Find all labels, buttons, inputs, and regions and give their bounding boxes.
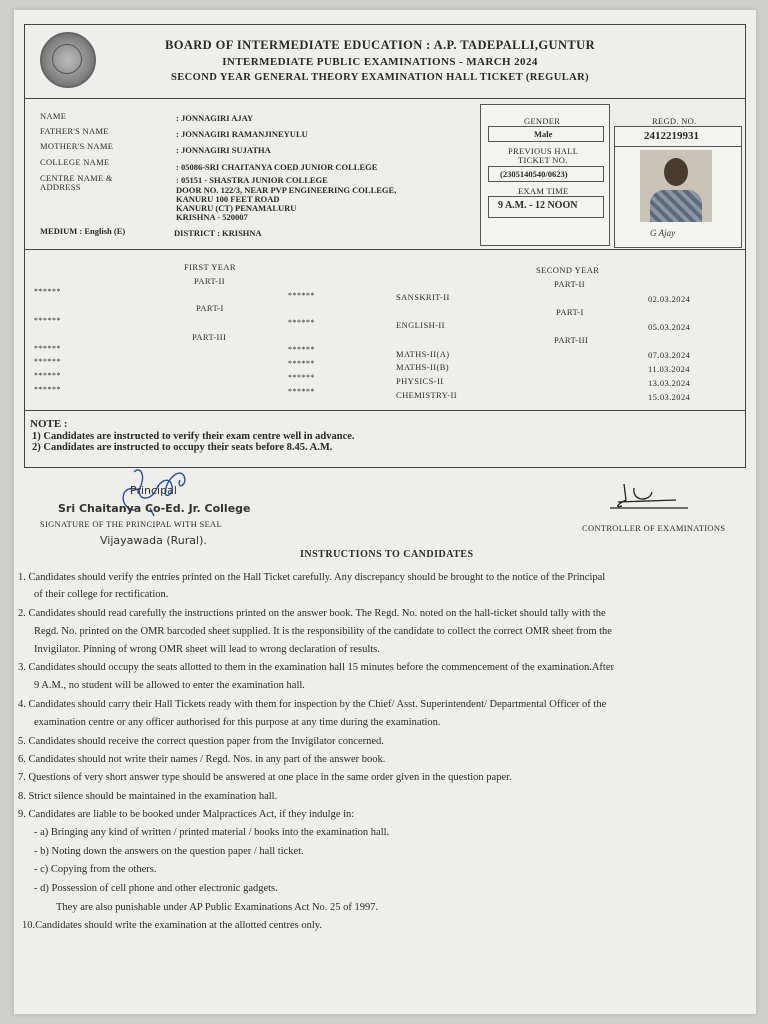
college-name: : 05086-SRI CHAITANYA COED JUNIOR COLLEGE	[176, 162, 378, 172]
second-year-label: SECOND YEAR	[536, 265, 600, 275]
prev-ticket-label-1: PREVIOUS HALL	[508, 146, 579, 156]
masked-marks: ******	[288, 291, 315, 300]
exam-date: 07.03.2024	[648, 350, 691, 360]
district: DISTRICT : KRISHNA	[174, 228, 262, 238]
board-title: BOARD OF INTERMEDIATE EDUCATION : A.P. TADEPALLI,GUNTUR	[164, 38, 596, 52]
masked-marks: ******	[288, 345, 315, 354]
subject-name: SANSKRIT-II	[396, 292, 450, 302]
exam-title: INTERMEDIATE PUBLIC EXAMINATIONS - MARCH 2024	[222, 56, 538, 68]
subject-name: MATHS-II(A)	[396, 349, 450, 359]
masked-marks: ******	[34, 287, 61, 296]
prev-ticket-label-2: TICKET NO.	[518, 155, 568, 165]
instruction-line: 9 A.M., no student will be allowed to enter the examination hall.	[34, 680, 305, 691]
centre-address-3: KANURU (CT) PENAMALURU	[176, 203, 297, 213]
instruction-line: 1. Candidates should verify the entries printed on the Hall Ticket carefully. Any discrepancy should be brought to the notice of the Principal	[18, 572, 606, 583]
principal-stamp-title: Principal	[130, 484, 177, 497]
mother-label: MOTHER'S NAME	[40, 141, 114, 151]
mother-name: : JONNAGIRI SUJATHA	[176, 145, 271, 155]
instruction-line: examination centre or any officer authorised for this purpose at any time during the examination.	[34, 717, 441, 728]
gender-value: Male	[534, 129, 553, 139]
second-year-part3: PART-III	[554, 335, 589, 345]
first-year-label: FIRST YEAR	[184, 262, 236, 272]
principal-stamp-college: Sri Chaitanya Co-Ed. Jr. College	[58, 502, 251, 515]
note-line-1: 1) Candidates are instructed to verify their exam centre well in advance.	[32, 431, 355, 442]
centre-address-1: DOOR NO. 122/3, NEAR PVP ENGINEERING COLLEGE,	[176, 185, 397, 195]
subject-name: ENGLISH-II	[396, 320, 445, 330]
prev-ticket-value: (2305140540/0623)	[500, 169, 568, 179]
masked-marks: ******	[34, 385, 61, 394]
instruction-line: 2. Candidates should read carefully the instructions printed on the answer book. The Regd. No. noted on the hall-ticket should tally with the	[18, 608, 606, 619]
first-year-part3: PART-III	[192, 332, 227, 342]
exam-time-label: EXAM TIME	[518, 186, 569, 196]
exam-date: 15.03.2024	[648, 392, 691, 402]
college-label: COLLEGE NAME	[40, 157, 110, 167]
note-title: NOTE :	[30, 418, 68, 430]
instructions-title: INSTRUCTIONS TO CANDIDATES	[300, 549, 474, 560]
instruction-line: 10.Candidates should write the examination at the allotted centres only.	[22, 920, 322, 931]
candidate-name: : JONNAGIRI AJAY	[176, 113, 254, 123]
ticket-title: SECOND YEAR GENERAL THEORY EXAMINATION HALL TICKET (REGULAR)	[171, 72, 589, 83]
regd-value: 2412219931	[644, 130, 699, 142]
masked-marks: ******	[34, 357, 61, 366]
instruction-line: of their college for rectification.	[34, 589, 169, 600]
instruction-line: - d) Possession of cell phone and other electronic gadgets.	[34, 883, 278, 894]
instruction-line: - c) Copying from the others.	[34, 864, 157, 875]
address-label: ADDRESS	[40, 182, 81, 192]
instruction-line: Regd. No. printed on the OMR barcoded sheet supplied. It is the responsibility of the candidate to collect the correct OMR sheet from the	[34, 626, 612, 637]
instruction-line: 7. Questions of very short answer type should be answered at one place in the same order given in the question paper.	[18, 772, 512, 783]
exam-date: 13.03.2024	[648, 378, 691, 388]
subject-name: CHEMISTRY-II	[396, 390, 457, 400]
centre-address-2: KANURU 100 FEET ROAD	[176, 194, 280, 204]
instruction-line: - a) Bringing any kind of written / printed material / books into the examination hall.	[34, 827, 390, 838]
medium: MEDIUM : English (E)	[40, 226, 126, 236]
exam-date: 02.03.2024	[648, 294, 691, 304]
exam-date: 05.03.2024	[648, 322, 691, 332]
controller-label: CONTROLLER OF EXAMINATIONS	[582, 523, 726, 533]
father-label: FATHER'S NAME	[40, 126, 109, 136]
instruction-line: They are also punishable under AP Public Examinations Act No. 25 of 1997.	[56, 902, 379, 913]
candidate-photo	[640, 150, 712, 222]
instruction-line: 4. Candidates should carry their Hall Tickets ready with them for inspection by the Chief/ Asst. Superintendent/ Departmental Officer of the	[18, 699, 607, 710]
first-year-part1: PART-I	[196, 303, 224, 313]
exam-time-value: 9 A.M. - 12 NOON	[498, 200, 578, 211]
second-year-part1: PART-I	[556, 307, 584, 317]
subjects-frame	[24, 248, 746, 411]
masked-marks: ******	[34, 344, 61, 353]
masked-marks: ******	[34, 316, 61, 325]
instruction-line: Invigilator. Pinning of wrong OMR sheet will lead to wrong declaration of results.	[34, 644, 380, 655]
instruction-line: 5. Candidates should receive the correct question paper from the Invigilator concerned.	[18, 736, 384, 747]
instruction-line: 3. Candidates should occupy the seats allotted to them in the examination hall 15 minutes before the commencement of the examination.After	[18, 662, 614, 673]
masked-marks: ******	[34, 371, 61, 380]
board-seal-icon	[40, 32, 96, 88]
candidate-signature: G Ajay	[650, 228, 676, 238]
subject-name: PHYSICS-II	[396, 376, 444, 386]
centre-name: : 05151 - SHASTRA JUNIOR COLLEGE	[176, 175, 328, 185]
first-year-part2: PART-II	[194, 276, 225, 286]
masked-marks: ******	[288, 359, 315, 368]
second-year-part2: PART-II	[554, 279, 585, 289]
controller-signature-icon	[604, 478, 694, 514]
subject-name: MATHS-II(B)	[396, 362, 450, 372]
father-name: : JONNAGIRI RAMANJINEYULU	[176, 129, 308, 139]
masked-marks: ******	[288, 373, 315, 382]
instruction-line: 9. Candidates are liable to be booked under Malpractices Act, if they indulge in:	[18, 809, 355, 820]
name-label: NAME	[40, 111, 67, 121]
regd-label: REGD. NO.	[652, 116, 697, 126]
instruction-line: 8. Strict silence should be maintained in the examination hall.	[18, 791, 278, 802]
instruction-line: - b) Noting down the answers on the question paper / hall ticket.	[34, 846, 304, 857]
exam-date: 11.03.2024	[648, 364, 690, 374]
centre-label: CENTRE NAME &	[40, 173, 113, 183]
masked-marks: ******	[288, 318, 315, 327]
centre-address-4: KRISHNA - 520007	[176, 212, 248, 222]
principal-signature-label: SIGNATURE OF THE PRINCIPAL WITH SEAL	[40, 519, 222, 529]
note-line-2: 2) Candidates are instructed to occupy their seats before 8.45. A.M.	[32, 442, 333, 453]
masked-marks: ******	[288, 387, 315, 396]
gender-label: GENDER	[524, 116, 561, 126]
instruction-line: 6. Candidates should not write their names / Regd. Nos. in any part of the answer book.	[18, 754, 386, 765]
principal-stamp-location: Vijayawada (Rural).	[100, 534, 207, 547]
